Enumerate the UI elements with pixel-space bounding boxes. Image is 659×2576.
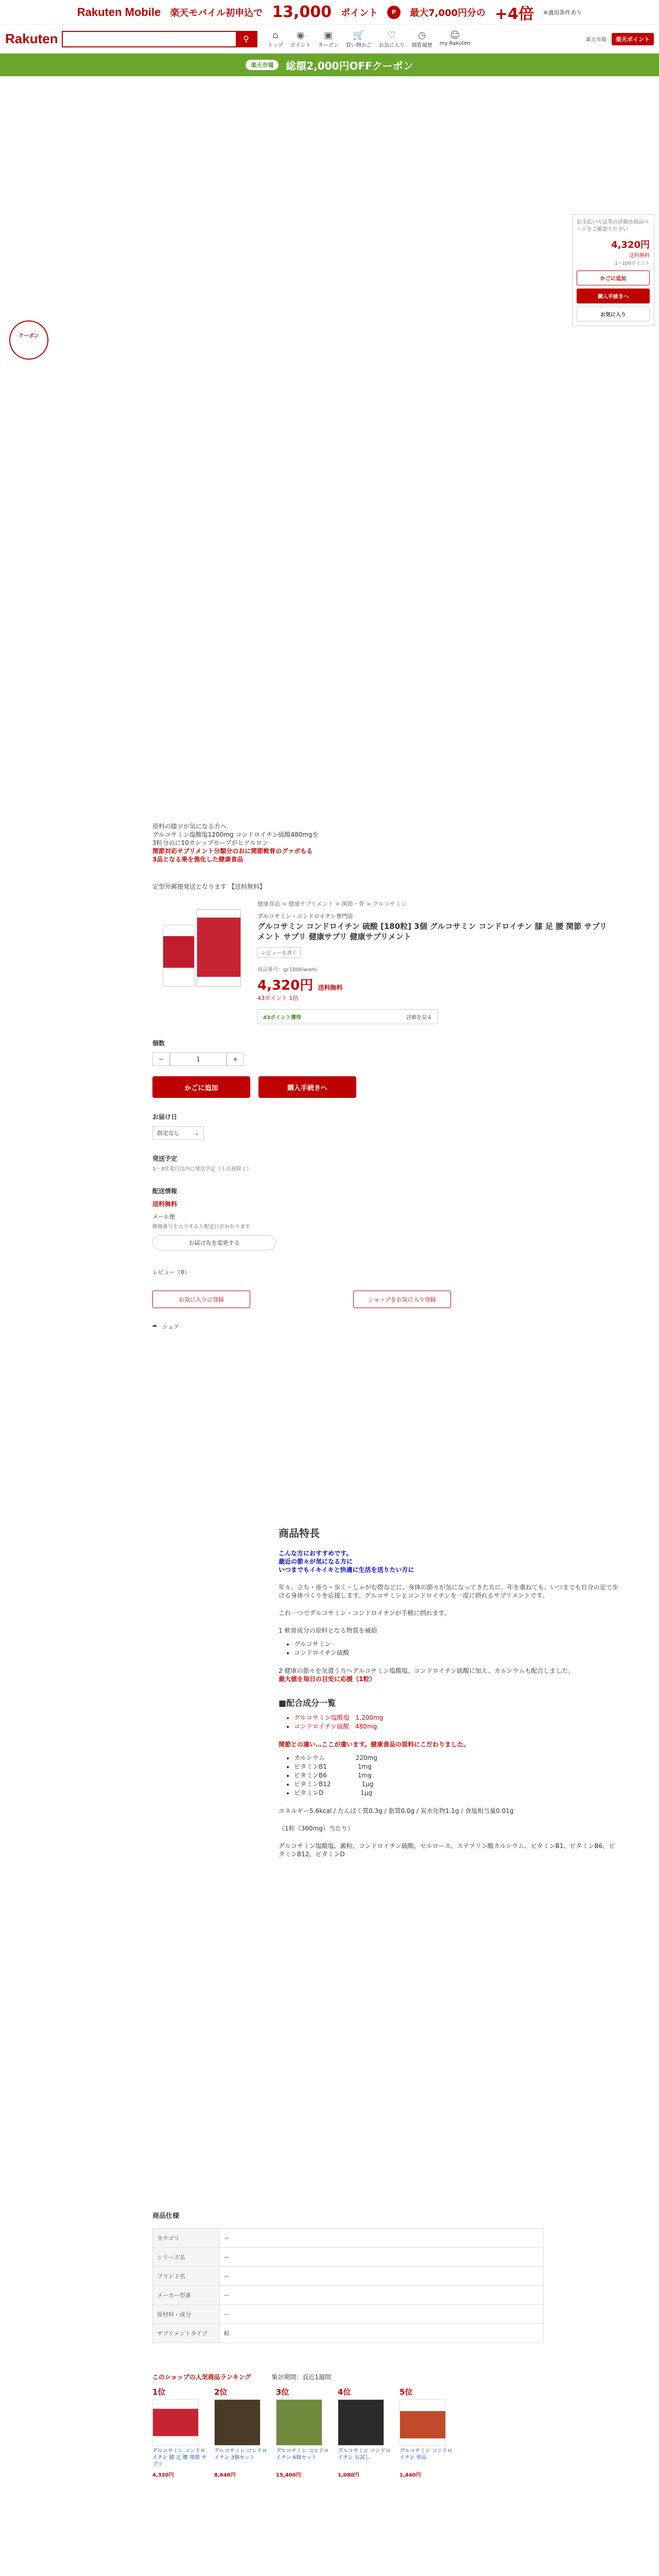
review-row [152, 1268, 616, 1276]
share-label[interactable]: シェア [162, 1324, 179, 1330]
rank-image[interactable] [214, 2399, 261, 2446]
quantity-stepper [152, 1053, 616, 1066]
ranking-item[interactable] [338, 2386, 392, 2478]
points-line: 43ポイント 1倍 [257, 995, 299, 1002]
product-description [279, 1525, 618, 1858]
header-nav-label: トップ [268, 42, 283, 48]
spec-value: 粒 [220, 2324, 544, 2343]
ranking-list [152, 2386, 544, 2478]
coupon-icon: ▣ [324, 29, 333, 41]
ship-date-label: 発送予定 [152, 1155, 178, 1162]
rank-price: 15,400円 [276, 2472, 301, 2478]
search-box [62, 31, 257, 47]
history-icon: ◷ [418, 29, 426, 41]
rakuten-mobile-logo: Rakuten Mobile [77, 5, 161, 19]
description-paragraph: 年々、立ち・座り・歩く・しゃがむ際などに、身体の節々が気になってきた方に。年を重ねても、いつまでも自分の足で歩ける身体づくりを応援します。グルコサミンとコンドロイチンを一度に摂れるサプリメントです。 [279, 1584, 618, 1599]
list-item: • ビタミンB12 1μg [294, 1780, 618, 1789]
shipping-link[interactable]: 郵便番号を入力すると配送日がわかります [152, 1224, 250, 1230]
delivery-date-value: 指定なし [157, 1130, 180, 1137]
points-detail-link[interactable]: 詳細を見る [406, 1015, 432, 1021]
table-row [153, 2229, 544, 2248]
header-right [586, 33, 654, 45]
header-icon-nav [268, 30, 471, 48]
gift-icon: ◉ [296, 29, 305, 41]
rakuten-logo[interactable]: Rakuten [5, 31, 58, 46]
ship-date-note: 1～3営業日以内に発送予定（土日祝除く） [152, 1166, 252, 1172]
quantity-label: 個数 [152, 1040, 165, 1047]
rank-image[interactable] [400, 2399, 446, 2446]
side-buy-now-button[interactable]: 購入手続きへ [577, 289, 650, 303]
promo-banner[interactable] [0, 0, 659, 25]
favorite-item-button[interactable]: お気に入りに登録 [152, 1291, 250, 1308]
share-row [152, 1323, 616, 1331]
list-item: • コンドロイチン硫酸 480mg [294, 1722, 618, 1731]
list-item: • カルシウム 220mg [294, 1754, 618, 1762]
search-icon: ⚲ [243, 34, 249, 44]
nutrient-list [294, 1754, 618, 1798]
search-input[interactable] [63, 32, 236, 46]
composition-heading: ■配合成分一覧 [279, 1698, 336, 1708]
price-shipping: 送料無料 [318, 984, 343, 991]
description-red-claim: 関節との違い…ここが違います。健康食品の原料にこだわりました。 [279, 1741, 470, 1748]
spec-key: シリーズ名 [153, 2248, 220, 2267]
floating-coupon-badge[interactable] [9, 320, 48, 360]
header-nav-label: お気に入り [378, 42, 405, 48]
table-row [153, 2305, 544, 2324]
purchase-actions [152, 1076, 616, 1098]
rank-price: 8,640円 [214, 2472, 236, 2478]
header-nav-points[interactable] [290, 30, 311, 48]
spec-value: ー [220, 2248, 544, 2267]
description-paragraph: これ一つでグルコサミン・コンドロイチンが手軽に摂れます。 [279, 1609, 450, 1617]
delivery-date-label: お届け日 [152, 1113, 178, 1121]
points-earned: 43ポイント獲得 [263, 1015, 301, 1021]
spec-key: カテゴリ [153, 2229, 220, 2248]
heart-icon: ♡ [387, 29, 396, 41]
table-row [153, 2324, 544, 2343]
coupon-badge-label: クーポン [19, 333, 39, 339]
coupon-banner[interactable] [0, 54, 659, 76]
shipping-cost: 送料無料 [152, 1200, 178, 1208]
site-header [0, 25, 659, 54]
product-box-image [197, 909, 241, 987]
header-nav-label: 買い物かご [345, 42, 372, 48]
table-row [153, 2248, 544, 2267]
header-nav-label: ポイント [290, 42, 311, 48]
user-icon: ☺ [450, 29, 460, 41]
points-circle-icon: P [387, 6, 401, 19]
delivery-date-select[interactable] [152, 1126, 204, 1140]
campaign-amount: 13,000 [272, 3, 332, 21]
target-line: こんな方におすすめです。 [279, 1550, 353, 1557]
search-button[interactable] [236, 32, 256, 46]
intro-line: 関節対応サプリメント分類分のおに関節軟骨のグァポもる [152, 848, 313, 855]
header-nav-label: my Rakuten [439, 40, 471, 46]
table-row [153, 2267, 544, 2286]
rank-name[interactable]: グルコサミン コンドロイチン 単品 [400, 2448, 453, 2461]
product-bottle-image [163, 925, 195, 987]
spec-key: ブランド名 [153, 2267, 220, 2286]
campaign-text: 楽天モバイル初申込で [170, 7, 263, 19]
rank-name[interactable]: グルコサミン コンドロイチン お試し [338, 2448, 391, 2461]
side-add-to-cart-button[interactable]: かごに追加 [577, 270, 650, 285]
spec-value: ー [220, 2267, 544, 2286]
favorite-row [152, 1291, 616, 1308]
intro-line: 3粒分のに10カシップセーブがヒアルロン [152, 839, 268, 846]
rank-name[interactable]: グルコサミン コンドロイチン 3個セット [214, 2448, 267, 2461]
coupon-text: 総額2,000円OFFクーポン [286, 59, 413, 72]
points-multiplier: +4倍 [495, 5, 534, 23]
header-nav-user[interactable] [440, 30, 471, 48]
list-item: • グルコサミン塩酸塩 1,200mg [294, 1714, 618, 1722]
points-pill[interactable]: 楽天ポイント [612, 33, 654, 45]
header-nav-coupon[interactable] [318, 30, 339, 48]
intro-line: グルコサミン塩酸塩1200mg コンドロイチン硫酸480mgを [152, 831, 319, 838]
intro-text [152, 822, 616, 863]
add-to-cart-button[interactable]: かごに追加 [152, 1076, 250, 1098]
rank-number: 5位 [400, 2387, 413, 2397]
spec-key: サプリメントタイプ [153, 2324, 220, 2343]
rank-number: 4位 [338, 2387, 351, 2397]
side-purchase-box [572, 214, 654, 326]
header-nav-cart[interactable] [346, 30, 372, 48]
quantity-plus-button[interactable]: + [227, 1053, 244, 1066]
rank-number: 1位 [152, 2387, 166, 2397]
ranking-header [152, 2372, 544, 2381]
rank-name[interactable]: グルコサミン コンドロイチン 膝 足 腰 関節 サプリ [152, 2448, 207, 2467]
intro-line: 3品となる乗を強化した健康食品 [152, 856, 244, 863]
shipping-label: 配送情報 [152, 1188, 178, 1195]
description-paragraph: 2 健康の節々を気遣う方へグルコサミン塩酸塩、コンドロイチン硫酸に加え、カルシウムも配合しました。 [279, 1667, 575, 1674]
cart-icon: 🛒 [353, 29, 365, 41]
rank-image[interactable] [152, 2399, 199, 2446]
rank-image[interactable] [338, 2399, 384, 2446]
spec-title: 商品仕様 [152, 2212, 180, 2220]
campaign-note: ※適用条件あり [543, 9, 582, 16]
side-points: 1～100ポイント [615, 261, 650, 266]
description-heading: 商品特長 [279, 1527, 320, 1539]
ranking-item[interactable] [400, 2386, 454, 2478]
breadcrumb[interactable]: 健康食品 > 健康サプリメント > 関節・骨 > グルコサミン [257, 901, 407, 907]
shipping-eyebrow: 定型外郵便発送となります 【送料無料】 [152, 883, 266, 890]
rank-price: 1,440円 [400, 2472, 421, 2478]
list-item: • ビタミンD 1μg [294, 1789, 618, 1798]
description-paragraph: グルコサミン塩酸塩、澱粉、コンドロイチン硫酸、セルロース、ステアリン酸カルシウム、ビタミンB1、ビタミンB6、ビタミンB12、ビタミンD [279, 1842, 615, 1858]
campaign-unit: ポイント [341, 7, 378, 19]
spec-value: ー [220, 2286, 544, 2305]
coupon-tag: 楽天市場 [246, 60, 279, 70]
buy-now-button[interactable]: 購入手続きへ [258, 1076, 356, 1098]
list-item: • ビタミンB1 1mg [294, 1762, 618, 1771]
rank-name[interactable]: グルコサミン コンドロイチン 6個セット [276, 2448, 329, 2461]
spec-table [152, 2228, 544, 2343]
target-line: 最近の節々が気になる方に [279, 1558, 353, 1565]
ranking-item[interactable] [214, 2386, 269, 2478]
ranking-period: 集計期間：直近1週間 [271, 2374, 332, 2381]
rank-price: 4,320円 [152, 2472, 174, 2478]
product-title: グルコサミン コンドロイチン 硫酸 [180粒] 3個 グルコサミン コンドロイチン 膝 足 腰 関節 サプリメント サプリ 健康サプリ 健康サプリメント [257, 922, 608, 941]
shipping-info [152, 1187, 616, 1250]
side-shipping: 送料無料 [629, 253, 650, 259]
intro-line: 原料の膝ツが気になる方へ [152, 823, 227, 830]
table-row [153, 2286, 544, 2305]
shop-name[interactable]: グルコサミン・コンドロイチン専門店 [257, 913, 353, 920]
campaign-right: 最大7,000円分の [410, 7, 486, 19]
ingredient-list [294, 1640, 618, 1657]
share-icon[interactable]: ➦ [152, 1323, 158, 1329]
side-favorite-button[interactable]: お気に入り [577, 307, 650, 321]
change-address-button[interactable]: お届け先を変更する [152, 1235, 276, 1250]
header-nav-history[interactable] [412, 30, 432, 48]
composition-list [294, 1714, 618, 1731]
home-icon: ⌂ [272, 29, 279, 41]
ranking-title: このショップの人気商品ランキング [152, 2374, 251, 2381]
favorite-shop-button[interactable]: ショップをお気に入り登録 [353, 1291, 451, 1308]
price-value: 4,320円 [257, 978, 314, 993]
product-spec [152, 2210, 544, 2343]
description-red-note: 最大値を毎日の目安に応援（1粒） [279, 1675, 376, 1683]
shop-ranking [152, 2372, 544, 2478]
quantity-minus-button[interactable]: − [152, 1053, 170, 1066]
header-right-text[interactable]: 楽天市場 [586, 37, 606, 43]
header-nav-label: 閲覧履歴 [411, 42, 432, 48]
target-line: いつまでもイキイキと快適に生活を送りたい方に [279, 1566, 414, 1573]
serving-note: （1粒（360mg）当たり） [279, 1825, 354, 1832]
points-box[interactable] [257, 1009, 438, 1024]
rank-number: 3位 [276, 2387, 289, 2397]
header-nav-favorites[interactable] [379, 30, 405, 48]
product-price [257, 975, 608, 994]
side-price: 4,320円 [611, 240, 650, 250]
spec-value: ー [220, 2305, 544, 2324]
product-summary [152, 900, 616, 1024]
spec-key: 原材料・成分 [153, 2305, 220, 2324]
product-main [152, 822, 616, 1331]
product-info [257, 900, 608, 1024]
product-number: 商品番号：gc180kiwami [257, 967, 318, 973]
ranking-item[interactable] [276, 2386, 331, 2478]
review-score[interactable]: レビュー（0） [152, 1269, 190, 1276]
description-paragraph: エネルギー5.6kcal / たんぱく質0.3g / 脂質0.0g / 炭水化物1.1g / 食塩相当量0.01g [279, 1807, 514, 1815]
spec-key: メーカー型番 [153, 2286, 220, 2305]
rank-image[interactable] [276, 2399, 322, 2446]
rank-number: 2位 [214, 2387, 228, 2397]
description-list-title: 1 軟骨成分の原料となる物質を補給 [279, 1627, 377, 1634]
header-nav-home[interactable] [268, 30, 283, 48]
header-nav-label: クーポン [318, 42, 339, 48]
target-users [279, 1549, 618, 1574]
list-item: • コンドロイチン硫酸 [294, 1649, 618, 1657]
chevron-down-icon: ⌄ [194, 1129, 199, 1137]
list-item: • グルコサミン [294, 1640, 618, 1649]
side-note: お支払い方法等の詳細は商品ページをご確認ください [577, 219, 649, 232]
rank-price: 1,080円 [338, 2472, 359, 2478]
quantity-input[interactable]: 1 [170, 1053, 227, 1066]
ranking-item[interactable] [152, 2386, 207, 2478]
shipping-method: メール便 [152, 1213, 175, 1220]
list-item: • ビタミンB6 1mg [294, 1771, 618, 1780]
write-review-button[interactable]: レビューを書く [257, 947, 301, 958]
product-image[interactable] [152, 900, 245, 993]
spec-value: ー [220, 2229, 544, 2248]
